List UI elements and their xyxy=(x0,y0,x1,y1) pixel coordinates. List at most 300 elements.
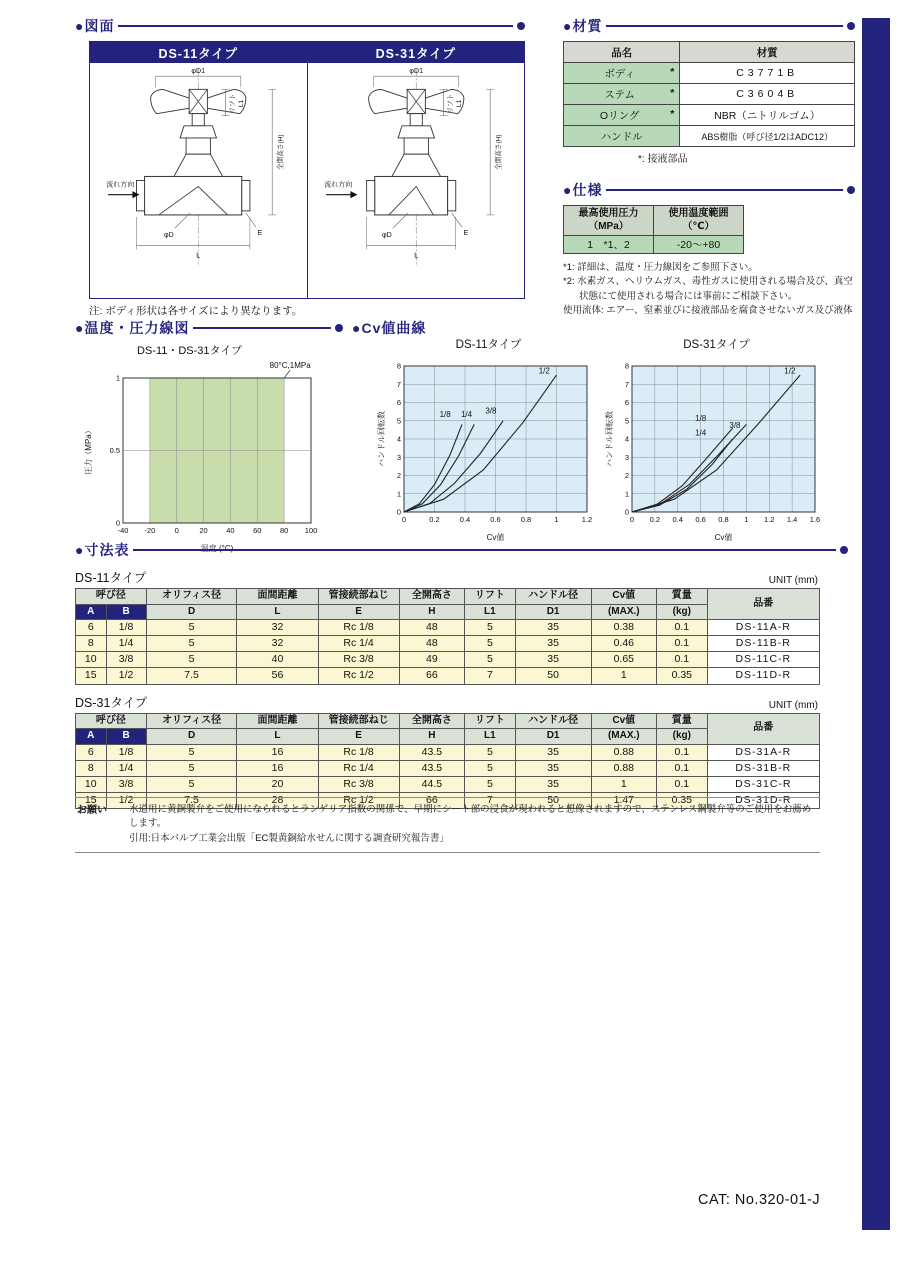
dim-cell: 5 xyxy=(465,620,516,636)
dim-cell: 6 xyxy=(76,620,107,636)
svg-text:0: 0 xyxy=(174,526,179,535)
dim-cell: 5 xyxy=(146,760,237,776)
svg-text:0: 0 xyxy=(396,507,401,517)
svg-text:1: 1 xyxy=(554,515,559,524)
dim-cell: 0.1 xyxy=(657,744,708,760)
svg-text:1: 1 xyxy=(115,373,120,383)
svg-text:Cv値: Cv値 xyxy=(486,533,505,542)
cv-section-header xyxy=(352,318,852,338)
caution-text: 水道用に黄銅製弁をご使用になられるとランゲリア指数の関係で、早期にシート部の浸食が現われると想像されますので、ステンレス鋼製弁等のご使用をお薦めします。 xyxy=(129,804,812,830)
cv-chart-title-ds11: DS-11タイプ xyxy=(455,339,522,351)
dim-cell: 35 xyxy=(515,636,591,652)
svg-text:7: 7 xyxy=(624,379,629,389)
header-rule-dot xyxy=(517,22,525,30)
dim-cell: 5 xyxy=(146,636,237,652)
cv-ds11-svg xyxy=(376,354,601,544)
spec-notes xyxy=(563,261,859,318)
dim-subheader-cell: E xyxy=(318,729,399,745)
dim-subheader-cell: H xyxy=(399,604,464,620)
dim-cell: 16 xyxy=(237,744,318,760)
dim-cell: DS-11D-R xyxy=(707,668,819,684)
dim-data-row xyxy=(76,652,820,668)
section-temp-pressure xyxy=(75,318,343,560)
dim-header-row xyxy=(76,713,820,729)
dim-subheader-cell-a: A xyxy=(76,604,107,620)
svg-text:4: 4 xyxy=(396,434,401,444)
svg-text:1: 1 xyxy=(396,489,401,499)
svg-text:3: 3 xyxy=(624,452,629,462)
svg-text:1.6: 1.6 xyxy=(809,515,821,524)
spec-note-1: *1: 詳細は、温度・圧力線図をご参照下さい。 xyxy=(563,262,758,273)
dim-label-full-open-height: 全開高さ(H) xyxy=(277,134,285,170)
dim-cell: 1/2 xyxy=(106,668,146,684)
dim-cell: 5 xyxy=(465,652,516,668)
svg-text:4: 4 xyxy=(624,434,629,444)
dim-label-l1: L1 xyxy=(237,99,245,108)
svg-text:60: 60 xyxy=(253,526,262,535)
drawing-tab-ds31: DS-31タイプ xyxy=(308,42,525,63)
svg-text:6: 6 xyxy=(624,398,629,407)
dim-cell: 44.5 xyxy=(399,776,464,792)
dim-header-cell: Cv値 xyxy=(591,589,656,605)
dim-cell: 1 xyxy=(591,668,656,684)
svg-text:0.8: 0.8 xyxy=(718,515,729,524)
dim-cell: 10 xyxy=(76,652,107,668)
dim-cell: 7.5 xyxy=(146,668,237,684)
dim-subheader-cell-a: A xyxy=(76,729,107,745)
dim-cell: 28 xyxy=(237,792,318,808)
svg-text:1: 1 xyxy=(624,489,629,499)
svg-text:2: 2 xyxy=(396,471,401,480)
cv-chart-ds31 xyxy=(604,354,829,549)
svg-text:8: 8 xyxy=(624,361,629,371)
dim-subheader-cell-b: B xyxy=(106,604,146,620)
svg-text:7: 7 xyxy=(396,379,401,389)
dim-header-cell: 管接続部ねじ xyxy=(318,589,399,605)
valve-schematic-svg xyxy=(308,63,525,298)
header-rule xyxy=(193,327,331,330)
catalog-number: CAT: No.320-01-J xyxy=(698,1192,821,1208)
svg-text:0: 0 xyxy=(115,518,120,528)
dim-header-cell: オリフィス径 xyxy=(146,713,237,729)
svg-text:-40: -40 xyxy=(117,526,129,535)
temp-section-header xyxy=(75,318,343,338)
dim-header-cell: 全開高さ xyxy=(399,713,464,729)
spec-pressure-value: 1 *1、2 xyxy=(564,236,654,254)
header-rule-dot xyxy=(847,186,855,194)
section-drawing xyxy=(75,16,525,318)
dim-cell: 7 xyxy=(465,668,516,684)
flow-direction-label: 流れ方向 xyxy=(323,180,352,189)
dim-cell: Rc 1/2 xyxy=(318,792,399,808)
temp-section-title: ●温度・圧力線図 xyxy=(75,320,190,336)
cv-chart-title-ds31: DS-31タイプ xyxy=(683,339,750,351)
svg-text:0.2: 0.2 xyxy=(429,515,440,524)
dim-label-l: L xyxy=(413,251,418,260)
dim-cell: 0.1 xyxy=(657,776,708,792)
dim-subheader-cell: L1 xyxy=(465,729,516,745)
svg-text:1/8: 1/8 xyxy=(439,410,451,420)
dim-cell: 20 xyxy=(237,776,318,792)
svg-text:2: 2 xyxy=(624,471,629,480)
dim-cell: 1/4 xyxy=(106,760,146,776)
dim-cell: 5 xyxy=(146,620,237,636)
dim-cell: 1/8 xyxy=(106,744,146,760)
dim-cell: 15 xyxy=(76,668,107,684)
header-rule xyxy=(118,25,513,28)
svg-text:1.2: 1.2 xyxy=(581,515,593,524)
dim-label-e: E xyxy=(463,229,468,238)
materials-header-row xyxy=(564,42,855,63)
dim-cell: 5 xyxy=(465,744,516,760)
materials-row xyxy=(564,84,855,105)
dim-cell: 0.38 xyxy=(591,620,656,636)
materials-header-material: 材質 xyxy=(680,42,855,63)
dim-cell: 43.5 xyxy=(399,760,464,776)
drawing-box xyxy=(89,41,525,299)
dim-cell: Rc 1/4 xyxy=(318,760,399,776)
dim-data-row xyxy=(76,744,820,760)
svg-text:20: 20 xyxy=(199,526,208,535)
cv-section-title: ●Cv値曲線 xyxy=(352,320,427,336)
dim-cell: 50 xyxy=(515,668,591,684)
dim-cell: 10 xyxy=(76,776,107,792)
dim-header-row xyxy=(76,589,820,605)
drawing-column-ds31 xyxy=(307,42,525,298)
materials-row xyxy=(564,126,855,147)
material-part-name: ボディ * xyxy=(564,63,680,84)
svg-text:0.4: 0.4 xyxy=(672,515,683,524)
svg-text:Cv値: Cv値 xyxy=(714,533,733,542)
dim-header-cell: Cv値 xyxy=(591,713,656,729)
dim-cell: 15 xyxy=(76,792,107,808)
dims-unit-label-ds31: UNIT (mm) xyxy=(768,699,818,711)
material-part-name: ハンドル xyxy=(564,126,680,147)
dim-label-l: L xyxy=(196,251,201,260)
dim-cell: 35 xyxy=(515,620,591,636)
dim-header-cell: 質量 xyxy=(657,589,708,605)
temp-pressure-chart xyxy=(83,360,343,560)
dim-cell: 56 xyxy=(237,668,318,684)
spec-header-temp-range: 使用温度範囲 （℃） xyxy=(654,206,744,236)
dims-subheader-ds11 xyxy=(75,568,820,586)
dim-data-row xyxy=(76,760,820,776)
dims-section-title: ●寸法表 xyxy=(75,542,130,558)
dim-cell: 7.5 xyxy=(146,792,237,808)
dim-header-cell: 呼び径 xyxy=(76,589,147,605)
dim-cell: DS-31D-R xyxy=(707,792,819,808)
dim-cell: 1.47 xyxy=(591,792,656,808)
dim-label-phi-d1: φD1 xyxy=(191,67,206,76)
dim-cell: 66 xyxy=(399,668,464,684)
materials-note: *: 接液部品 xyxy=(638,154,688,165)
dim-cell: 43.5 xyxy=(399,744,464,760)
header-rule xyxy=(606,25,843,28)
dim-cell: 48 xyxy=(399,620,464,636)
dim-cell: 1/4 xyxy=(106,636,146,652)
svg-text:1/4: 1/4 xyxy=(460,410,473,420)
dim-label-l1: L1 xyxy=(455,99,463,108)
dim-subheader-cell: D xyxy=(146,604,237,620)
svg-text:1/2: 1/2 xyxy=(538,366,550,376)
spec-note-3: 使用流体: エアー、窒素並びに接液部品を腐食させないガス及び液体 xyxy=(563,304,853,316)
dim-cell: Rc 1/8 xyxy=(318,620,399,636)
dim-cell: 7 xyxy=(465,792,516,808)
flow-direction-label: 流れ方向 xyxy=(106,180,135,189)
svg-text:3/8: 3/8 xyxy=(729,421,741,431)
materials-section-header xyxy=(563,16,855,36)
temp-chart-subtitle: DS-11・DS-31タイプ xyxy=(137,345,242,357)
dim-cell: DS-31C-R xyxy=(707,776,819,792)
dim-cell: 66 xyxy=(399,792,464,808)
dim-cell: 0.65 xyxy=(591,652,656,668)
dim-subheader-cell-b: B xyxy=(106,729,146,745)
svg-text:0: 0 xyxy=(629,515,635,524)
section-spec xyxy=(563,180,855,318)
header-rule-dot xyxy=(847,22,855,30)
spec-section-header xyxy=(563,180,855,200)
dim-cell: 0.35 xyxy=(657,668,708,684)
dim-subheader-cell: H xyxy=(399,729,464,745)
spec-header-row xyxy=(564,206,744,236)
section-cv-curves xyxy=(352,318,852,553)
dim-cell: 5 xyxy=(465,636,516,652)
dim-subheader-cell: D1 xyxy=(515,729,591,745)
dim-data-row xyxy=(76,668,820,684)
section-dimensions xyxy=(75,540,848,809)
dims-section-header xyxy=(75,540,848,560)
drawing-section-header xyxy=(75,16,525,36)
svg-text:圧力（MPa）: 圧力（MPa） xyxy=(84,426,93,475)
material-part-name: Oリング * xyxy=(564,105,680,126)
dim-label-phi-d: φD xyxy=(164,231,174,240)
svg-text:0.5: 0.5 xyxy=(109,446,120,455)
svg-text:6: 6 xyxy=(396,398,401,407)
dim-header-cell: リフト xyxy=(465,589,516,605)
dim-header-cell: リフト xyxy=(465,713,516,729)
svg-text:0.4: 0.4 xyxy=(459,515,471,524)
header-rule-dot xyxy=(335,324,343,332)
svg-text:5: 5 xyxy=(624,416,629,426)
dim-cell: 0.1 xyxy=(657,652,708,668)
dim-cell: 5 xyxy=(146,652,237,668)
dim-cell: 8 xyxy=(76,636,107,652)
spec-temp-range-value: -20〜+80 xyxy=(654,236,744,254)
dim-cell: 49 xyxy=(399,652,464,668)
svg-text:0.6: 0.6 xyxy=(490,515,501,524)
caution-citation: 引用:日本バルブ工業会出版「EC製黄銅給水せんに関する調査研究報告書」 xyxy=(129,832,449,844)
svg-text:0.8: 0.8 xyxy=(520,515,532,524)
svg-text:0: 0 xyxy=(624,507,629,517)
header-rule xyxy=(606,189,843,192)
materials-section-title: ●材質 xyxy=(563,18,603,34)
dim-subheader-cell: D xyxy=(146,729,237,745)
dim-subheader-cell: L xyxy=(237,729,318,745)
valve-schematic-svg xyxy=(90,63,307,298)
dim-header-cell: 品番 xyxy=(707,589,819,620)
dim-cell: 6 xyxy=(76,744,107,760)
dim-cell: 35 xyxy=(515,744,591,760)
material-value: NBR（ニトリルゴム） xyxy=(680,105,855,126)
svg-text:80: 80 xyxy=(279,526,289,535)
svg-text:0.2: 0.2 xyxy=(649,515,661,524)
svg-text:1: 1 xyxy=(744,515,749,524)
dim-cell: 3/8 xyxy=(106,652,146,668)
materials-row xyxy=(564,63,855,84)
dim-cell: 0.46 xyxy=(591,636,656,652)
dim-label-phi-d: φD xyxy=(381,231,392,240)
material-part-name: ステム * xyxy=(564,84,680,105)
material-value: C3771B xyxy=(680,63,855,84)
dim-cell: 16 xyxy=(237,760,318,776)
spec-note-2: *2: 水素ガス、ヘリウムガス、毒性ガスに使用される場合及び、真空状態にて使用される場合には事前にご相談下さい。 xyxy=(563,276,853,302)
dim-header-cell: 面間距離 xyxy=(237,589,318,605)
dim-label-phi-d1: φD1 xyxy=(408,67,423,76)
spec-table xyxy=(563,205,744,254)
caution-note xyxy=(75,797,820,853)
svg-text:-20: -20 xyxy=(144,526,156,535)
dim-cell: DS-31A-R xyxy=(707,744,819,760)
dim-cell: 35 xyxy=(515,760,591,776)
svg-text:0: 0 xyxy=(401,515,407,524)
svg-text:3/8: 3/8 xyxy=(485,406,497,416)
drawing-section-title: ●図面 xyxy=(75,18,115,34)
dim-data-row xyxy=(76,776,820,792)
dim-header-cell: オリフィス径 xyxy=(146,589,237,605)
svg-text:1.4: 1.4 xyxy=(786,515,798,524)
dim-subheader-cell: (kg) xyxy=(657,729,708,745)
dim-table-ds11 xyxy=(75,588,820,685)
dim-cell: 3/8 xyxy=(106,776,146,792)
dim-header-cell: ハンドル径 xyxy=(515,589,591,605)
dim-subheader-cell: L xyxy=(237,604,318,620)
dim-cell: 5 xyxy=(465,760,516,776)
dim-cell: Rc 1/8 xyxy=(318,744,399,760)
dim-cell: 35 xyxy=(515,776,591,792)
drawing-tab-ds11: DS-11タイプ xyxy=(90,42,307,63)
svg-text:1/8: 1/8 xyxy=(695,413,707,423)
valve-drawing-ds11 xyxy=(90,63,307,298)
dims-subheader-ds31 xyxy=(75,693,820,711)
valve-drawing-ds31 xyxy=(308,63,525,298)
svg-text:ハンドル回転数: ハンドル回転数 xyxy=(377,411,386,467)
dim-cell: 5 xyxy=(146,776,237,792)
dim-header-cell: 全開高さ xyxy=(399,589,464,605)
dim-subheader-cell: L1 xyxy=(465,604,516,620)
dim-cell: Rc 1/2 xyxy=(318,668,399,684)
drawing-note: 注: ボディ形状は各サイズにより異なります。 xyxy=(89,305,303,317)
dim-label-e: E xyxy=(257,229,263,238)
cv-chart-block-ds31 xyxy=(604,336,829,549)
svg-text:1/2: 1/2 xyxy=(784,366,796,376)
cv-chart-block-ds11 xyxy=(376,336,601,549)
svg-text:1/4: 1/4 xyxy=(695,428,707,438)
dim-cell: DS-11C-R xyxy=(707,652,819,668)
dim-cell: 32 xyxy=(237,620,318,636)
dim-cell: 0.35 xyxy=(657,792,708,808)
spec-section-title: ●仕様 xyxy=(563,182,603,198)
materials-tbody xyxy=(564,63,855,147)
spec-value-row xyxy=(564,236,744,254)
dim-subheader-cell: (MAX.) xyxy=(591,729,656,745)
caution-label: お願い xyxy=(77,805,107,816)
dim-cell: 5 xyxy=(146,744,237,760)
dim-cell: 48 xyxy=(399,636,464,652)
dim-table-ds31 xyxy=(75,713,820,810)
material-value: ABS樹脂（呼び径1/2はADC12） xyxy=(680,126,855,147)
dim-data-row xyxy=(76,620,820,636)
dim-subheader-cell: (kg) xyxy=(657,604,708,620)
dim-subheader-cell: D1 xyxy=(515,604,591,620)
dim-cell: 0.1 xyxy=(657,760,708,776)
dim-cell: 0.88 xyxy=(591,760,656,776)
caution-body xyxy=(129,803,818,846)
svg-text:1.2: 1.2 xyxy=(764,515,775,524)
dim-cell: DS-11B-R xyxy=(707,636,819,652)
dim-cell: 1/2 xyxy=(106,792,146,808)
dims-table-title-ds31: DS-31タイプ xyxy=(75,695,148,710)
materials-row xyxy=(564,105,855,126)
svg-text:100: 100 xyxy=(304,526,318,535)
dim-cell: DS-31B-R xyxy=(707,760,819,776)
dim-cell: Rc 3/8 xyxy=(318,652,399,668)
materials-table xyxy=(563,41,855,147)
material-value: C3604B xyxy=(680,84,855,105)
dim-cell: 5 xyxy=(465,776,516,792)
dim-cell: 32 xyxy=(237,636,318,652)
dim-header-cell: 面間距離 xyxy=(237,713,318,729)
spec-header-pressure: 最高使用圧力 （MPa） xyxy=(564,206,654,236)
dim-header-cell: 質量 xyxy=(657,713,708,729)
dim-label-lift: リフト xyxy=(447,93,455,114)
dim-cell: 35 xyxy=(515,652,591,668)
drawing-column-ds11 xyxy=(90,42,307,298)
svg-text:8: 8 xyxy=(396,361,401,371)
dim-cell: DS-11A-R xyxy=(707,620,819,636)
dim-cell: 0.1 xyxy=(657,620,708,636)
dims-table-title-ds11: DS-11タイプ xyxy=(75,571,147,585)
header-rule-dot xyxy=(840,546,848,554)
dim-cell: 8 xyxy=(76,760,107,776)
dim-header-cell: 呼び径 xyxy=(76,713,147,729)
svg-text:5: 5 xyxy=(396,416,401,426)
dim-subheader-cell: (MAX.) xyxy=(591,604,656,620)
dim-cell: 40 xyxy=(237,652,318,668)
dim-header-cell: 品番 xyxy=(707,713,819,744)
right-edge-band xyxy=(862,18,890,1230)
dim-cell: 0.1 xyxy=(657,636,708,652)
temp-pressure-svg xyxy=(83,360,323,555)
dim-header-cell: 管接続部ねじ xyxy=(318,713,399,729)
dim-cell: 0.88 xyxy=(591,744,656,760)
section-materials xyxy=(563,16,855,165)
dim-label-full-open-height: 全開高さ(H) xyxy=(494,134,502,170)
dims-unit-label-ds11: UNIT (mm) xyxy=(768,575,818,586)
materials-header-name: 品名 xyxy=(564,42,680,63)
dim-cell: 1/8 xyxy=(106,620,146,636)
dim-subheader-cell: E xyxy=(318,604,399,620)
svg-text:3: 3 xyxy=(396,452,401,462)
dim-header-cell: ハンドル径 xyxy=(515,713,591,729)
cv-ds31-svg xyxy=(604,354,829,544)
dim-data-row xyxy=(76,636,820,652)
cv-chart-ds11 xyxy=(376,354,601,549)
dim-cell: 50 xyxy=(515,792,591,808)
dim-cell: Rc 3/8 xyxy=(318,776,399,792)
header-rule xyxy=(133,549,836,552)
svg-text:40: 40 xyxy=(226,526,235,535)
dim-cell: 1 xyxy=(591,776,656,792)
